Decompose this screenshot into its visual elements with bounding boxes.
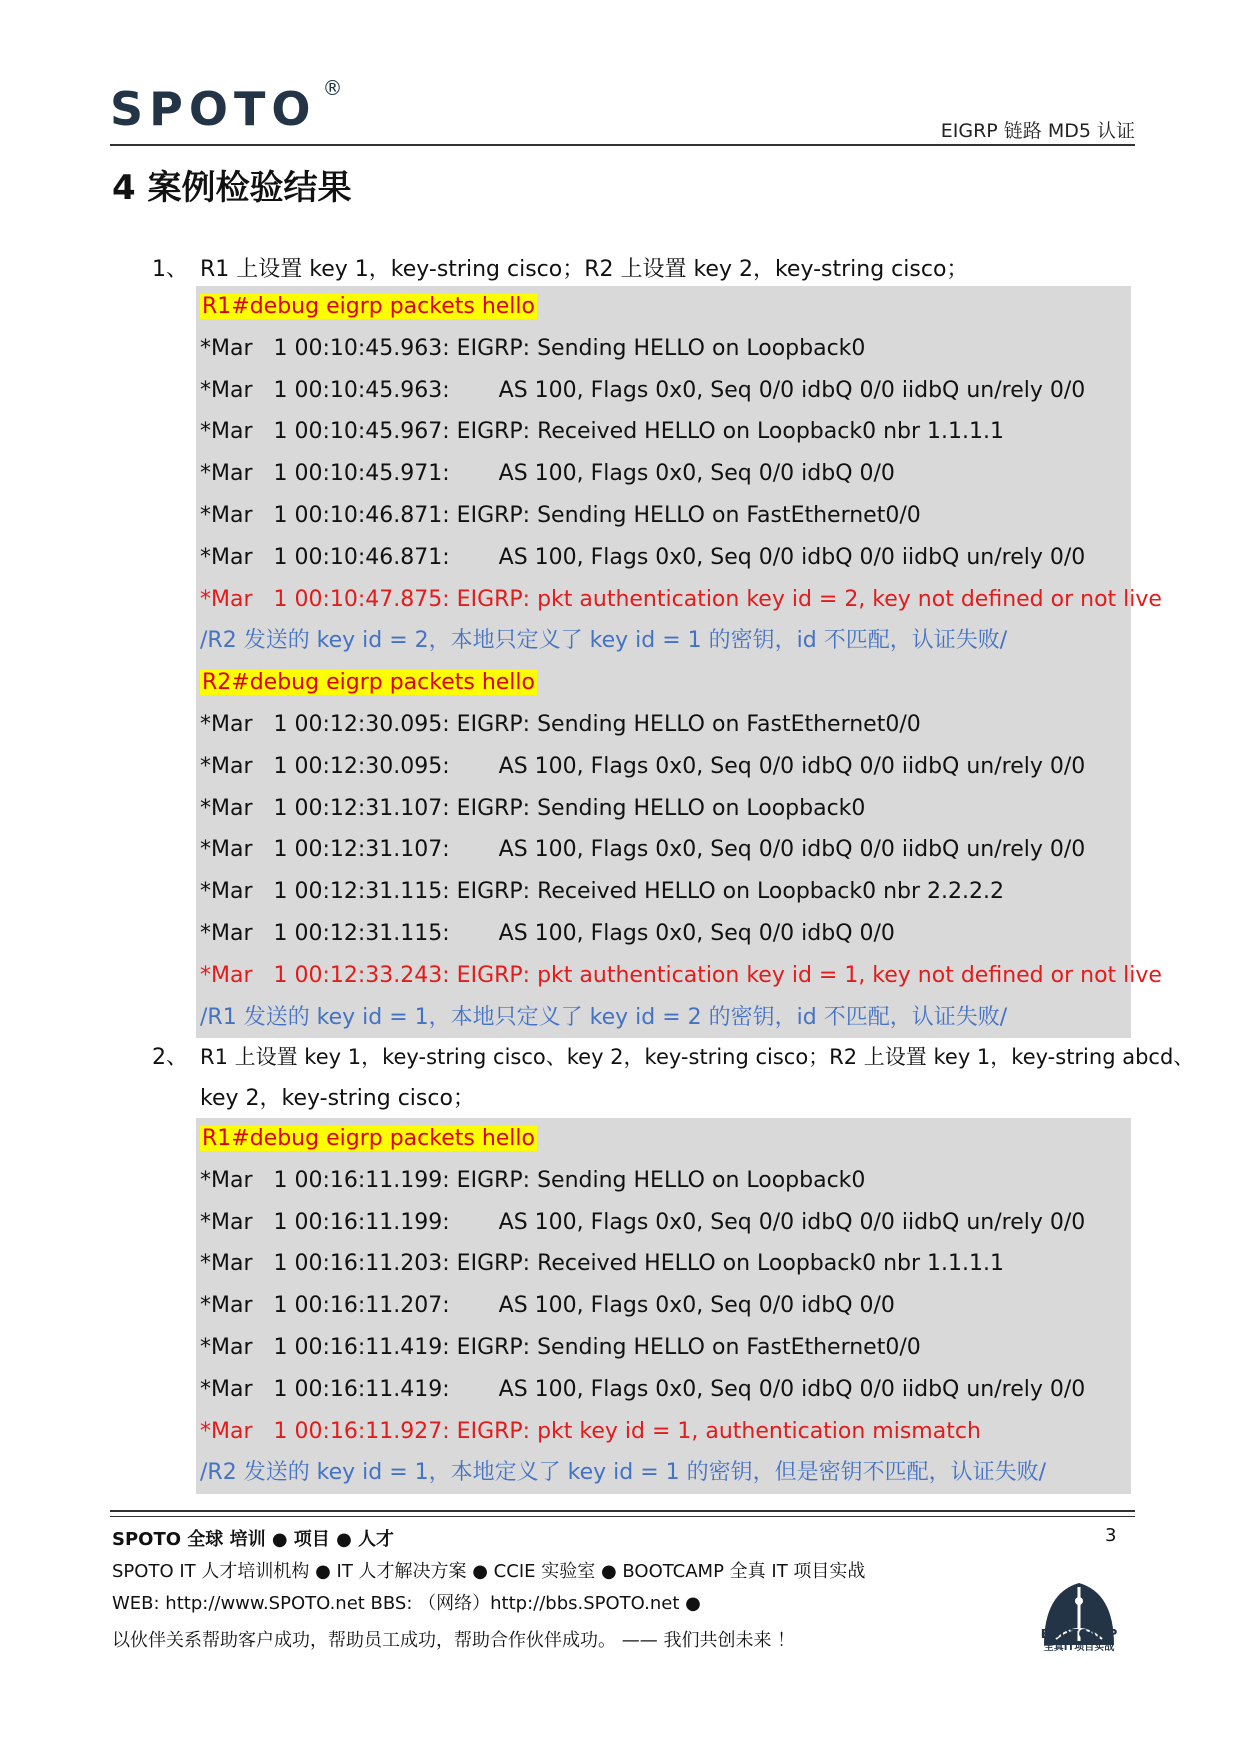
log-message: EIGRP: Sending HELLO on FastEthernet0/0 <box>449 1334 921 1360</box>
log-message: AS 100, Flags 0x0, Seq 0/0 idbQ 0/0 iidbQ un/rely 0/0 <box>449 1209 1086 1235</box>
case-2-text-line2: key 2，key-string cisco； <box>200 1086 475 1111</box>
case-1-log-line <box>196 579 1162 621</box>
log-timestamp: *Mar 1 00:10:45.963: <box>200 377 450 403</box>
log-message: EIGRP: Sending HELLO on Loopback0 <box>449 795 866 821</box>
log-timestamp: *Mar 1 00:12:31.107: <box>200 795 450 821</box>
case-2-log-line <box>196 1243 1131 1285</box>
page-number: 3 <box>1105 1525 1117 1546</box>
footer-motto: 以伙伴关系帮助客户成功，帮助员工成功，帮助合作伙伴成功。 —— 我们共创未来 ！ <box>112 1630 796 1651</box>
bootcamp-label <box>1030 1628 1128 1654</box>
log-timestamp: *Mar 1 00:12:30.095: <box>200 753 450 779</box>
log-timestamp: *Mar 1 00:12:31.107: <box>200 837 450 863</box>
log-message: EIGRP: pkt authentication key id = 2, key not defined or not live <box>449 586 1162 612</box>
log-timestamp: *Mar 1 00:16:11.199: <box>200 1167 450 1193</box>
log-message: AS 100, Flags 0x0, Seq 0/0 idbQ 0/0 iidbQ un/rely 0/0 <box>449 377 1086 403</box>
explanation-note: /R1 发送的 key id = 1，本地只定义了 key id = 2 的密钥，id 不匹配，认证失败/ <box>200 1004 1008 1030</box>
log-message: AS 100, Flags 0x0, Seq 0/0 idbQ 0/0 iidbQ un/rely 0/0 <box>449 837 1086 863</box>
log-message: EIGRP: Received HELLO on Loopback0 nbr 1.1.1.1 <box>449 1251 1004 1277</box>
footer-web-links: WEB: http://www.SPOTO.net BBS: （网络）http://bbs.SPOTO.net ● <box>112 1593 701 1614</box>
case-1-log-line <box>196 411 1131 453</box>
log-timestamp: *Mar 1 00:10:45.963: <box>200 335 450 361</box>
case-1-text: R1 上设置 key 1，key-string cisco；R2 上设置 key 2，key-string cisco； <box>200 257 969 282</box>
log-timestamp: *Mar 1 00:16:11.199: <box>200 1209 450 1235</box>
bootcamp-subtitle: 全真IT项目实战 <box>1043 1642 1115 1653</box>
log-message: AS 100, Flags 0x0, Seq 0/0 idbQ 0/0 iidbQ un/rely 0/0 <box>449 753 1086 779</box>
footer-divider <box>110 1510 1135 1517</box>
log-message: EIGRP: Sending HELLO on FastEthernet0/0 <box>449 711 921 737</box>
case-2-log-line <box>196 1118 1131 1160</box>
case-2-log-line <box>196 1411 1131 1453</box>
log-timestamp: *Mar 1 00:10:46.871: <box>200 544 450 570</box>
log-timestamp: *Mar 1 00:16:11.927: <box>200 1418 450 1444</box>
log-message: AS 100, Flags 0x0, Seq 0/0 idbQ 0/0 <box>449 920 895 946</box>
spoto-logo <box>110 76 343 136</box>
header-divider <box>110 144 1135 146</box>
footer-slogan: SPOTO 全球 培训 ● 项目 ● 人才 <box>112 1529 395 1550</box>
log-message: EIGRP: pkt key id = 1, authentication mismatch <box>449 1418 981 1444</box>
case-2-log-line <box>196 1285 1131 1327</box>
debug-command: R1#debug eigrp packets hello <box>202 1126 535 1151</box>
case-2-log-line <box>196 1452 1131 1494</box>
case-1-number: 1、 <box>152 257 188 282</box>
log-message: EIGRP: Sending HELLO on Loopback0 <box>449 335 866 361</box>
case-1-log-line <box>196 537 1131 579</box>
log-timestamp: *Mar 1 00:16:11.419: <box>200 1376 450 1402</box>
case-1-log-line <box>196 328 1131 370</box>
log-timestamp: *Mar 1 00:16:11.207: <box>200 1293 450 1319</box>
case-1-log-line <box>196 620 1131 662</box>
log-timestamp: *Mar 1 00:12:30.095: <box>200 711 450 737</box>
case-2-number: 2、 <box>152 1045 188 1070</box>
log-timestamp: *Mar 1 00:16:11.203: <box>200 1251 450 1277</box>
registered-mark: ® <box>322 76 343 100</box>
case-2-log-line <box>196 1327 1131 1369</box>
log-timestamp: *Mar 1 00:16:11.419: <box>200 1334 450 1360</box>
case-1-log-line <box>196 370 1131 412</box>
case-1-log-line <box>196 453 1131 495</box>
document-header-title: EIGRP 链路 MD5 认证 <box>940 120 1135 142</box>
log-message: AS 100, Flags 0x0, Seq 0/0 idbQ 0/0 <box>449 461 895 487</box>
debug-command: R2#debug eigrp packets hello <box>202 670 535 696</box>
case-1-log-line <box>196 788 1131 830</box>
case-2-log-line <box>196 1202 1131 1244</box>
case-1-log-line <box>196 997 1131 1039</box>
log-message: EIGRP: Sending HELLO on FastEthernet0/0 <box>449 502 921 528</box>
case-2-log-line <box>196 1369 1131 1411</box>
log-timestamp: *Mar 1 00:10:45.971: <box>200 461 450 487</box>
explanation-note: /R2 发送的 key id = 1，本地定义了 key id = 1 的密钥，但是密钥不匹配，认证失败/ <box>200 1460 1047 1486</box>
case-2-debug-output <box>196 1118 1131 1494</box>
case-1-log-line <box>196 286 1131 328</box>
case-1-log-line <box>196 495 1131 537</box>
bootcamp-title: BOOTCAMP <box>1040 1627 1118 1641</box>
case-2-text-line1: R1 上设置 key 1，key-string cisco、key 2，key-string cisco；R2 上设置 key 1，key-string abcd、 <box>200 1045 1195 1069</box>
log-timestamp: *Mar 1 00:10:46.871: <box>200 502 450 528</box>
log-message: EIGRP: pkt authentication key id = 1, key not defined or not live <box>449 962 1162 988</box>
log-timestamp: *Mar 1 00:10:45.967: <box>200 419 450 445</box>
case-1-log-line <box>196 746 1131 788</box>
case-1-log-line <box>196 704 1131 746</box>
log-timestamp: *Mar 1 00:12:31.115: <box>200 879 450 905</box>
logo-text: SPOTO <box>110 82 317 136</box>
section-title: 4 案例检验结果 <box>112 168 352 208</box>
log-message: EIGRP: Received HELLO on Loopback0 nbr 2.2.2.2 <box>449 879 1004 905</box>
log-message: AS 100, Flags 0x0, Seq 0/0 idbQ 0/0 iidbQ un/rely 0/0 <box>449 544 1086 570</box>
explanation-note: /R2 发送的 key id = 2，本地只定义了 key id = 1 的密钥，id 不匹配，认证失败/ <box>200 628 1008 654</box>
case-1-debug-output <box>196 286 1162 1038</box>
log-message: AS 100, Flags 0x0, Seq 0/0 idbQ 0/0 <box>449 1293 895 1319</box>
log-message: EIGRP: Received HELLO on Loopback0 nbr 1.1.1.1 <box>449 419 1004 445</box>
log-timestamp: *Mar 1 00:10:47.875: <box>200 586 450 612</box>
case-1-log-line <box>196 871 1131 913</box>
log-timestamp: *Mar 1 00:12:33.243: <box>200 962 450 988</box>
log-message: AS 100, Flags 0x0, Seq 0/0 idbQ 0/0 iidbQ un/rely 0/0 <box>449 1376 1086 1402</box>
log-message: EIGRP: Sending HELLO on Loopback0 <box>449 1167 866 1193</box>
case-1-log-line <box>196 829 1131 871</box>
case-1-log-line <box>196 662 1131 704</box>
case-1-log-line <box>196 955 1162 997</box>
debug-command: R1#debug eigrp packets hello <box>202 294 535 319</box>
log-timestamp: *Mar 1 00:12:31.115: <box>200 920 450 946</box>
footer-services: SPOTO IT 人才培训机构 ● IT 人才解决方案 ● CCIE 实验室 ● BOOTCAMP 全真 IT 项目实战 <box>112 1561 866 1582</box>
case-2-log-line <box>196 1160 1131 1202</box>
case-1-log-line <box>196 913 1131 955</box>
